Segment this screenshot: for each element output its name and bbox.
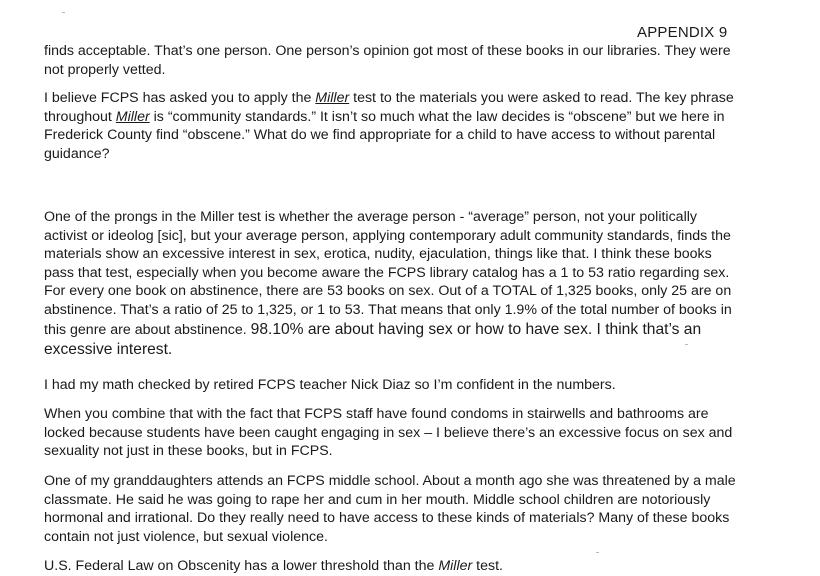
text-run: throughout	[44, 108, 116, 125]
paragraph-2	[44, 89, 782, 163]
paragraph-line: not properly vetted.	[44, 61, 166, 78]
paragraph-5	[44, 405, 782, 461]
text-run-large: 98.10% are about having sex or how to have sex. I think that’s an	[250, 320, 702, 338]
paragraph-6	[44, 472, 782, 546]
paragraph-4	[44, 376, 782, 395]
text-run: this genre are about abstinence.	[44, 321, 251, 338]
paragraph-line: materials show an excessive interest in sex, erotica, nudity, ejaculation, things like that. I think these books	[44, 246, 712, 263]
scan-speck	[596, 552, 599, 553]
paragraph-line: I had my math checked by retired FCPS teacher Nick Diaz so I’m confident in the numbers.	[44, 377, 616, 393]
appendix-label: APPENDIX 9	[637, 24, 728, 41]
text-run: U.S. Federal Law on Obscenity has a lower threshold than the	[44, 558, 439, 574]
paragraph-line	[44, 89, 782, 108]
miller-emphasis: Miller	[315, 90, 350, 106]
paragraph-line: Frederick County find “obscene.” What do we find appropriate for a child to have access to without parental	[44, 127, 716, 144]
paragraph-line	[44, 557, 782, 576]
paragraph-line: guidance?	[44, 145, 110, 162]
paragraph-line: activist or ideolog [sic], but your average person, applying contemporary adult community standards, finds the	[44, 227, 731, 244]
paragraph-3	[44, 208, 782, 360]
paragraph-line: locked because students have been caught engaging in sex – I believe there’s an excessive focus on sex and	[44, 424, 733, 441]
paragraph-line: finds acceptable. That’s one person. One person’s opinion got most of these books in our libraries. They were	[44, 43, 731, 59]
text-run: I believe FCPS has asked you to apply the	[44, 90, 316, 106]
paragraph-line: One of my granddaughters attends an FCPS middle school. About a month ago she was threatened by a male	[44, 473, 736, 489]
paragraph-line: contain not just violence, but sexual violence.	[44, 528, 328, 545]
paragraph-line: excessive interest.	[44, 340, 173, 358]
paragraph-line: pass that test, especially when you become aware the FCPS library catalog has a 1 to 53 ratio regarding sex.	[44, 264, 730, 281]
paragraph-7	[44, 557, 782, 576]
text-run: test to the materials you were asked to read. The key phrase	[349, 90, 734, 106]
paragraph-line: sexuality not just in these books, but in FCPS.	[44, 443, 333, 460]
paragraph-line: classmate. He said he was going to rape her and cum in her mouth. Middle school children are notoriously	[44, 491, 711, 508]
paragraph-line: hormonal and irrational. Do they really need to have access to these kinds of materials? Many of these books	[44, 510, 730, 527]
miller-emphasis: Miller	[438, 558, 473, 574]
paragraph-line	[44, 320, 782, 340]
miller-emphasis: Miller	[115, 108, 150, 125]
text-run: test.	[472, 558, 503, 574]
scan-speck	[685, 344, 688, 345]
paragraph-line: abstinence. That’s a ratio of 25 to 1,325, or 1 to 53. That means that only 1.9% of the total number of books in	[44, 301, 732, 318]
scan-speck	[62, 12, 65, 13]
paragraph-line: When you combine that with the fact that FCPS staff have found condoms in stairwells and bathrooms are	[44, 406, 709, 422]
paragraph-line	[44, 108, 782, 127]
paragraph-line: One of the prongs in the Miller test is whether the average person - “average” person, not your politically	[44, 209, 697, 225]
paragraph-line: For every one book on abstinence, there are 53 books on sex. Out of a TOTAL of 1,325 books, only 25 are on	[44, 283, 732, 300]
text-run: is “community standards.” It isn’t so much what the law decides is “obscene” but we here in	[149, 108, 725, 125]
paragraph-1	[44, 42, 782, 79]
